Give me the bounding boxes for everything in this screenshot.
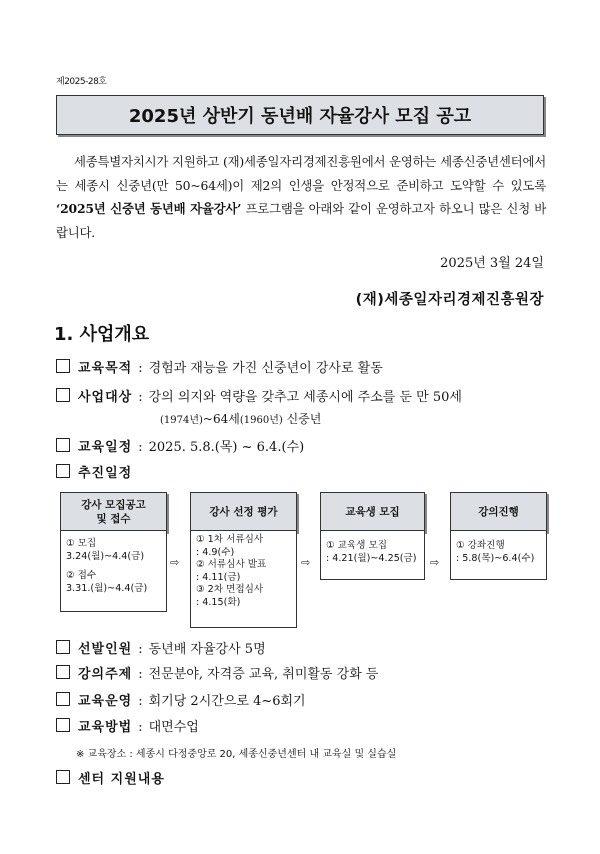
item-label: 센터 지원내용 <box>78 772 165 787</box>
checkbox-icon <box>56 665 70 679</box>
item-label: 교육운영 <box>78 694 133 709</box>
intro-text-post: 프로그램을 아래와 같이 운영하고자 하오니 많은 신청 바랍니다. <box>56 201 546 240</box>
intro-paragraph <box>56 150 546 244</box>
item-label: 추진일정 <box>78 466 133 481</box>
document-number: 제2025-28호 <box>56 77 107 87</box>
arrow-right-icon: ⇨ <box>301 556 311 569</box>
stage-3-header: 교육생 모집 <box>320 492 425 532</box>
section-title: 1. 사업개요 <box>54 324 150 345</box>
item-value: 대면수업 <box>148 720 199 735</box>
arrow-right-icon: ⇨ <box>170 556 180 569</box>
stage-1-header: 강사 모집공고 및 접수 <box>60 492 167 532</box>
issuing-organization: (재)세종일자리경제진흥원장 <box>355 292 544 308</box>
intro-text-pre: 세종특별자치시가 지원하고 (재)세종일자리경제진흥원에서 운영하는 세종신중년센터에서는 세종시 신중년(만 50~64세)이 제2의 인생을 안정적으로 준비하고 도약할 수 있도록 <box>56 154 546 193</box>
process-flow <box>52 492 552 632</box>
checkbox-icon <box>56 640 70 654</box>
stage-4-header: 강의진행 <box>450 492 547 532</box>
item-value: 전문분야, 자격증 교육, 취미활동 강화 등 <box>148 667 379 682</box>
stage-2-body: ① 1차 서류심사 : 4.9(수) ② 서류심사 발표 : 4.11(금) ③ 2차 면접심사 : 4.15(화) <box>190 530 297 628</box>
venue-note: ※ 교육장소 : 세종시 다정중앙로 20, 세종신중년센터 내 교육실 및 실습실 <box>76 749 397 760</box>
arrow-right-icon: ⇨ <box>430 556 440 569</box>
item-value: 회기당 2시간으로 4~6회기 <box>148 694 306 709</box>
item-label: 강의주제 <box>78 667 133 682</box>
item-value: 2025. 5.8.(목) ~ 6.4.(수) <box>148 440 305 455</box>
item-value: 동년배 자율강사 5명 <box>148 642 266 657</box>
item-process <box>56 462 132 481</box>
announcement-date: 2025년 3월 24일 <box>440 256 544 271</box>
item-label: 교육일정 <box>78 440 133 455</box>
item-selection: 선발인원 : 동년배 자율강사 5명 <box>56 638 266 657</box>
stage-2-header: 강사 선정 평가 <box>190 492 297 532</box>
item-method: 교육방법 : 대면수업 <box>56 716 199 735</box>
item-label: 사업대상 <box>78 390 133 405</box>
stage-4-body: ① 강좌진행 : 5.8(목)~6.4(수) <box>450 530 547 580</box>
checkbox-icon <box>56 692 70 706</box>
item-support <box>56 768 165 787</box>
stage-3-body: ① 교육생 모집 : 4.21(월)~4.25(금) <box>320 530 425 580</box>
checkbox-icon <box>56 718 70 732</box>
checkbox-icon <box>56 438 70 452</box>
checkbox-icon <box>56 770 70 784</box>
checkbox-icon <box>56 359 70 373</box>
item-topic: 강의주제 : 전문분야, 자격증 교육, 취미활동 강화 등 <box>56 663 378 682</box>
item-value: 강의 의지와 역량을 갖추고 세종시에 주소를 둔 만 50세 <box>148 390 462 405</box>
intro-program-name: ‘2025년 신중년 동년배 자율강사’ <box>56 201 242 216</box>
item-operation: 교육운영 : 회기당 2시간으로 4~6회기 <box>56 690 306 709</box>
item-label: 교육목적 <box>78 361 133 376</box>
checkbox-icon <box>56 464 70 478</box>
item-target-continued: (1974년)~64세(1960년) 신중년 <box>160 412 322 426</box>
item-label: 교육방법 <box>78 720 133 735</box>
checkbox-icon <box>56 388 70 402</box>
item-purpose: 교육목적 : 경험과 재능을 가진 신중년이 강사로 활동 <box>56 357 383 376</box>
stage-1-body: ① 모집 3.24(월)~4.4(금) ② 접수 3.31.(월)~4.4(금) <box>60 530 167 612</box>
item-target: 사업대상 : 강의 의지와 역량을 갖추고 세종시에 주소를 둔 만 50세 <box>56 386 462 405</box>
item-value: 경험과 재능을 가진 신중년이 강사로 활동 <box>148 361 383 376</box>
item-schedule: 교육일정 : 2025. 5.8.(목) ~ 6.4.(수) <box>56 436 304 455</box>
page-title: 2025년 상반기 동년배 자율강사 모집 공고 <box>56 95 544 135</box>
item-label: 선발인원 <box>78 642 133 657</box>
